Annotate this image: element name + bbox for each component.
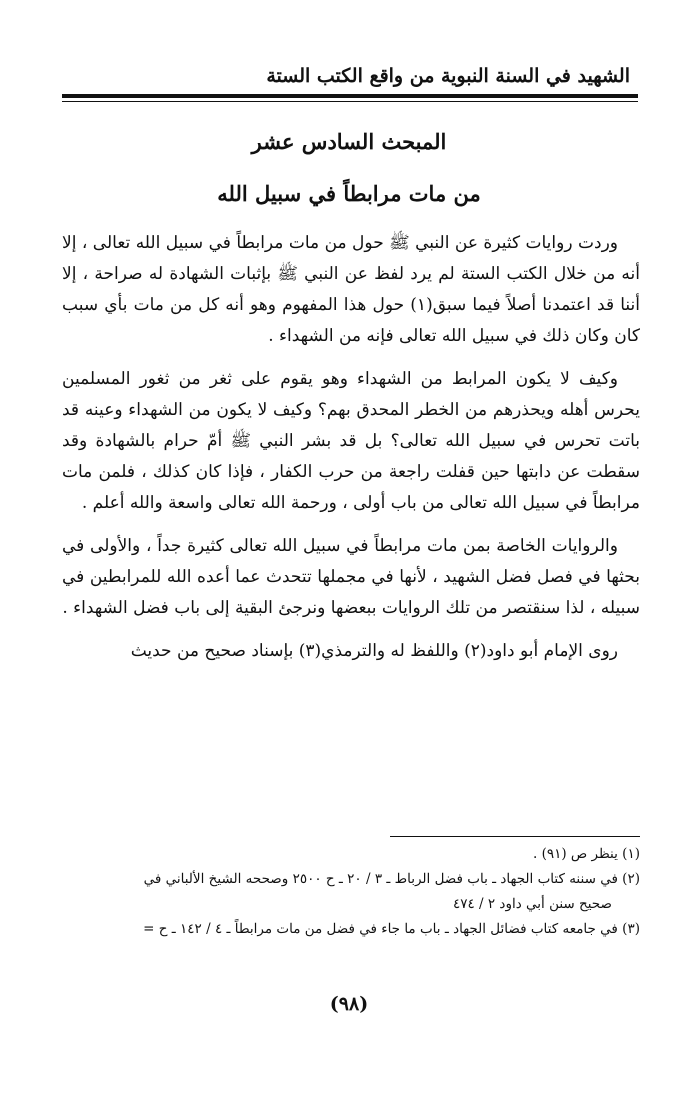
footnotes — [66, 842, 640, 942]
section-subheading: من مات مرابطاً في سبيل الله — [217, 181, 481, 206]
body-text — [62, 228, 640, 679]
paragraph: روى الإمام أبو داود(٢) واللفظ له والترمذي(٣) بإسناد صحيح من حديث — [130, 641, 618, 661]
footnote-2-continuation: صحيح سنن أبي داود ٢ / ٤٧٤ — [452, 896, 612, 912]
header-rule-thin — [62, 101, 638, 102]
paragraph: وردت روايات كثيرة عن النبي ﷺ حول من مات مرابطاً في سبيل الله تعالى ، إلا أنه من خلال الكتب الستة لم يرد لفظ عن النبي ﷺ بإثبات الشهادة له صراحة ، إلا أننا قد اعتمدنا أصلاً فيما سبق(١) حول هذا المفهوم وهو أنه كل من مات بأي سبب كان وكان ذلك في سبيل الله تعالى فإنه من الشهداء . — [62, 233, 641, 346]
running-header: الشهيد في السنة النبوية من واقع الكتب الستة — [266, 65, 630, 87]
paragraph: وكيف لا يكون المرابط من الشهداء وهو يقوم على ثغر من ثغور المسلمين يحرس أهله ويحذرهم من الخطر المحدق بهم؟ وكيف لا يكون من الشهداء وعينه قد باتت تحرس في سبيل الله تعالى؟ بل قد بشر النبي ﷺ أمّ حرام بالشهادة وقد سقطت عن دابتها حين قفلت راجعة من حرب الكفار ، فإذا كان كذلك ، فلمن مات مرابطاً في سبيل الله تعالى من باب أولى ، ورحمة الله تعالى واسعة والله أعلم . — [62, 369, 640, 513]
footnote-separator — [390, 836, 640, 837]
page-number: (٩٨) — [329, 993, 369, 1015]
header-rule-thick — [62, 94, 638, 98]
footnote-3: (٣) في جامعه كتاب فضائل الجهاد ـ باب ما جاء في فضل من مات مرابطاً ـ ٤ / ١٤٢ ـ ح = — [143, 921, 640, 937]
footnote-1: (١) ينظر ص (٩١) . — [532, 846, 640, 862]
section-heading: المبحث السادس عشر — [251, 129, 447, 154]
paragraph: والروايات الخاصة بمن مات مرابطاً في سبيل الله تعالى كثيرة جداً ، والأولى في بحثها في فصل فضل الشهيد ، لأنها في مجملها تتحدث عما أعده الله للمرابطين في سبيله ، لذا سنقتصر من تلك الروايات ببعضها ونرجئ البقية إلى باب فضل الشهداء . — [62, 536, 640, 618]
footnote-2: (٢) في سننه كتاب الجهاد ـ باب فضل الرباط ـ ٣ / ٢٠ ـ ح ٢٥٠٠ وصححه الشيخ الألباني في — [143, 871, 640, 887]
